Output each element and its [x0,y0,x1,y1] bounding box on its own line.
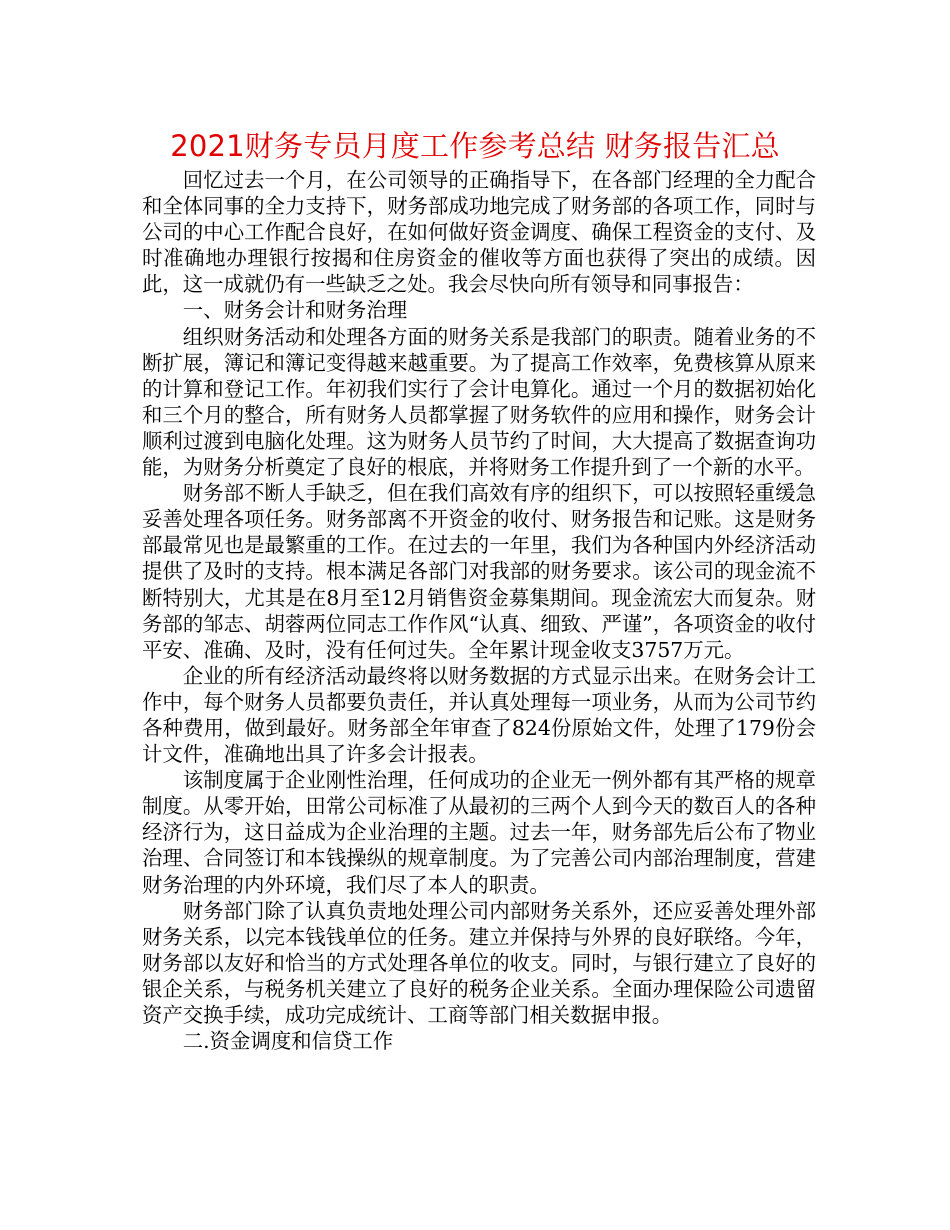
section-heading-2: 二.资金调度和信贷工作 [182,1029,394,1054]
paragraph-accounting: 组织财务活动和处理各方面的财务关系是我部门的职责。随着业务的不断扩展，簿记和簿记变得越来越重要。为了提高工作效率，免费核算从原来的计算和登记工作。年初我们实行了会计电算化。通过一个月的数据初始化和三个月的整合，所有财务人员都掌握了财务软件的应用和操作，财务会计顺利过渡到电脑化处理。这为财务人员节约了时间，大大提高了数据查询功能，为财务分析奠定了良好的根底，并将财务工作提升到了一个新的水平。 [142,324,816,480]
paragraph-staffing: 财务部不断人手缺乏，但在我们高效有序的组织下，可以按照轻重缓急妥善处理各项任务。财务部离不开资金的收付、财务报告和记账。这是财务部最常见也是最繁重的工作。在过去的一年里，我们为各种国内外经济活动提供了及时的支持。根本满足各部门对我部的财务要求。该公司的现金流不断特别大，尤其是在8月至12月销售资金募集期间。现金流宏大而复杂。财务部的邹志、胡蓉两位同志工作作风“认真、细致、严谨”，各项资金的收付平安、准确、及时，没有任何过失。全年累计现金收支3757万元。 [142,481,816,662]
paragraph-financial-data: 企业的所有经济活动最终将以财务数据的方式显示出来。在财务会计工作中，每个财务人员都要负责任，并认真处理每一项业务，从而为公司节约各种费用，做到最好。财务部全年审查了824份原始文件，处理了179份会计文件，准确地出具了许多会计报表。 [142,663,816,767]
section-heading-1: 一、财务会计和财务治理 [182,298,408,323]
document-body [142,167,816,1054]
paragraph-regulations: 该制度属于企业刚性治理，任何成功的企业无一例外都有其严格的规章制度。从零开始，田常公司标准了从最初的三两个人到今天的数百人的各种经济行为，这日益成为企业治理的主题。过去一年，财务部先后公布了物业治理、合同签订和本钱操纵的规章制度。为了完善公司内部治理制度，营建财务治理的内外环境，我们尽了本人的职责。 [142,768,816,897]
paragraph-external-relations: 财务部门除了认真负责地处理公司内部财务关系外，还应妥善处理外部财务关系，以完本钱钱单位的任务。建立并保持与外界的良好联络。今年，财务部以友好和恰当的方式处理各单位的收支。同时，与银行建立了良好的银企关系，与税务机关建立了良好的税务企业关系。全面办理保险公司遗留资产交换手续，成功完成统计、工商等部门相关数据申报。 [142,898,816,1027]
paragraph-intro: 回忆过去一个月，在公司领导的正确指导下，在各部门经理的全力配合和全体同事的全力支持下，财务部成功地完成了财务部的各项工作，同时与公司的中心工作配合良好，在如何做好资金调度、确保工程资金的支付、及时准确地办理银行按揭和住房资金的催收等方面也获得了突出的成绩。因此，这一成就仍有一些缺乏之处。我会尽快向所有领导和同事报告： [142,168,816,297]
document-title: 2021财务专员月度工作参考总结 财务报告汇总 [170,129,780,163]
